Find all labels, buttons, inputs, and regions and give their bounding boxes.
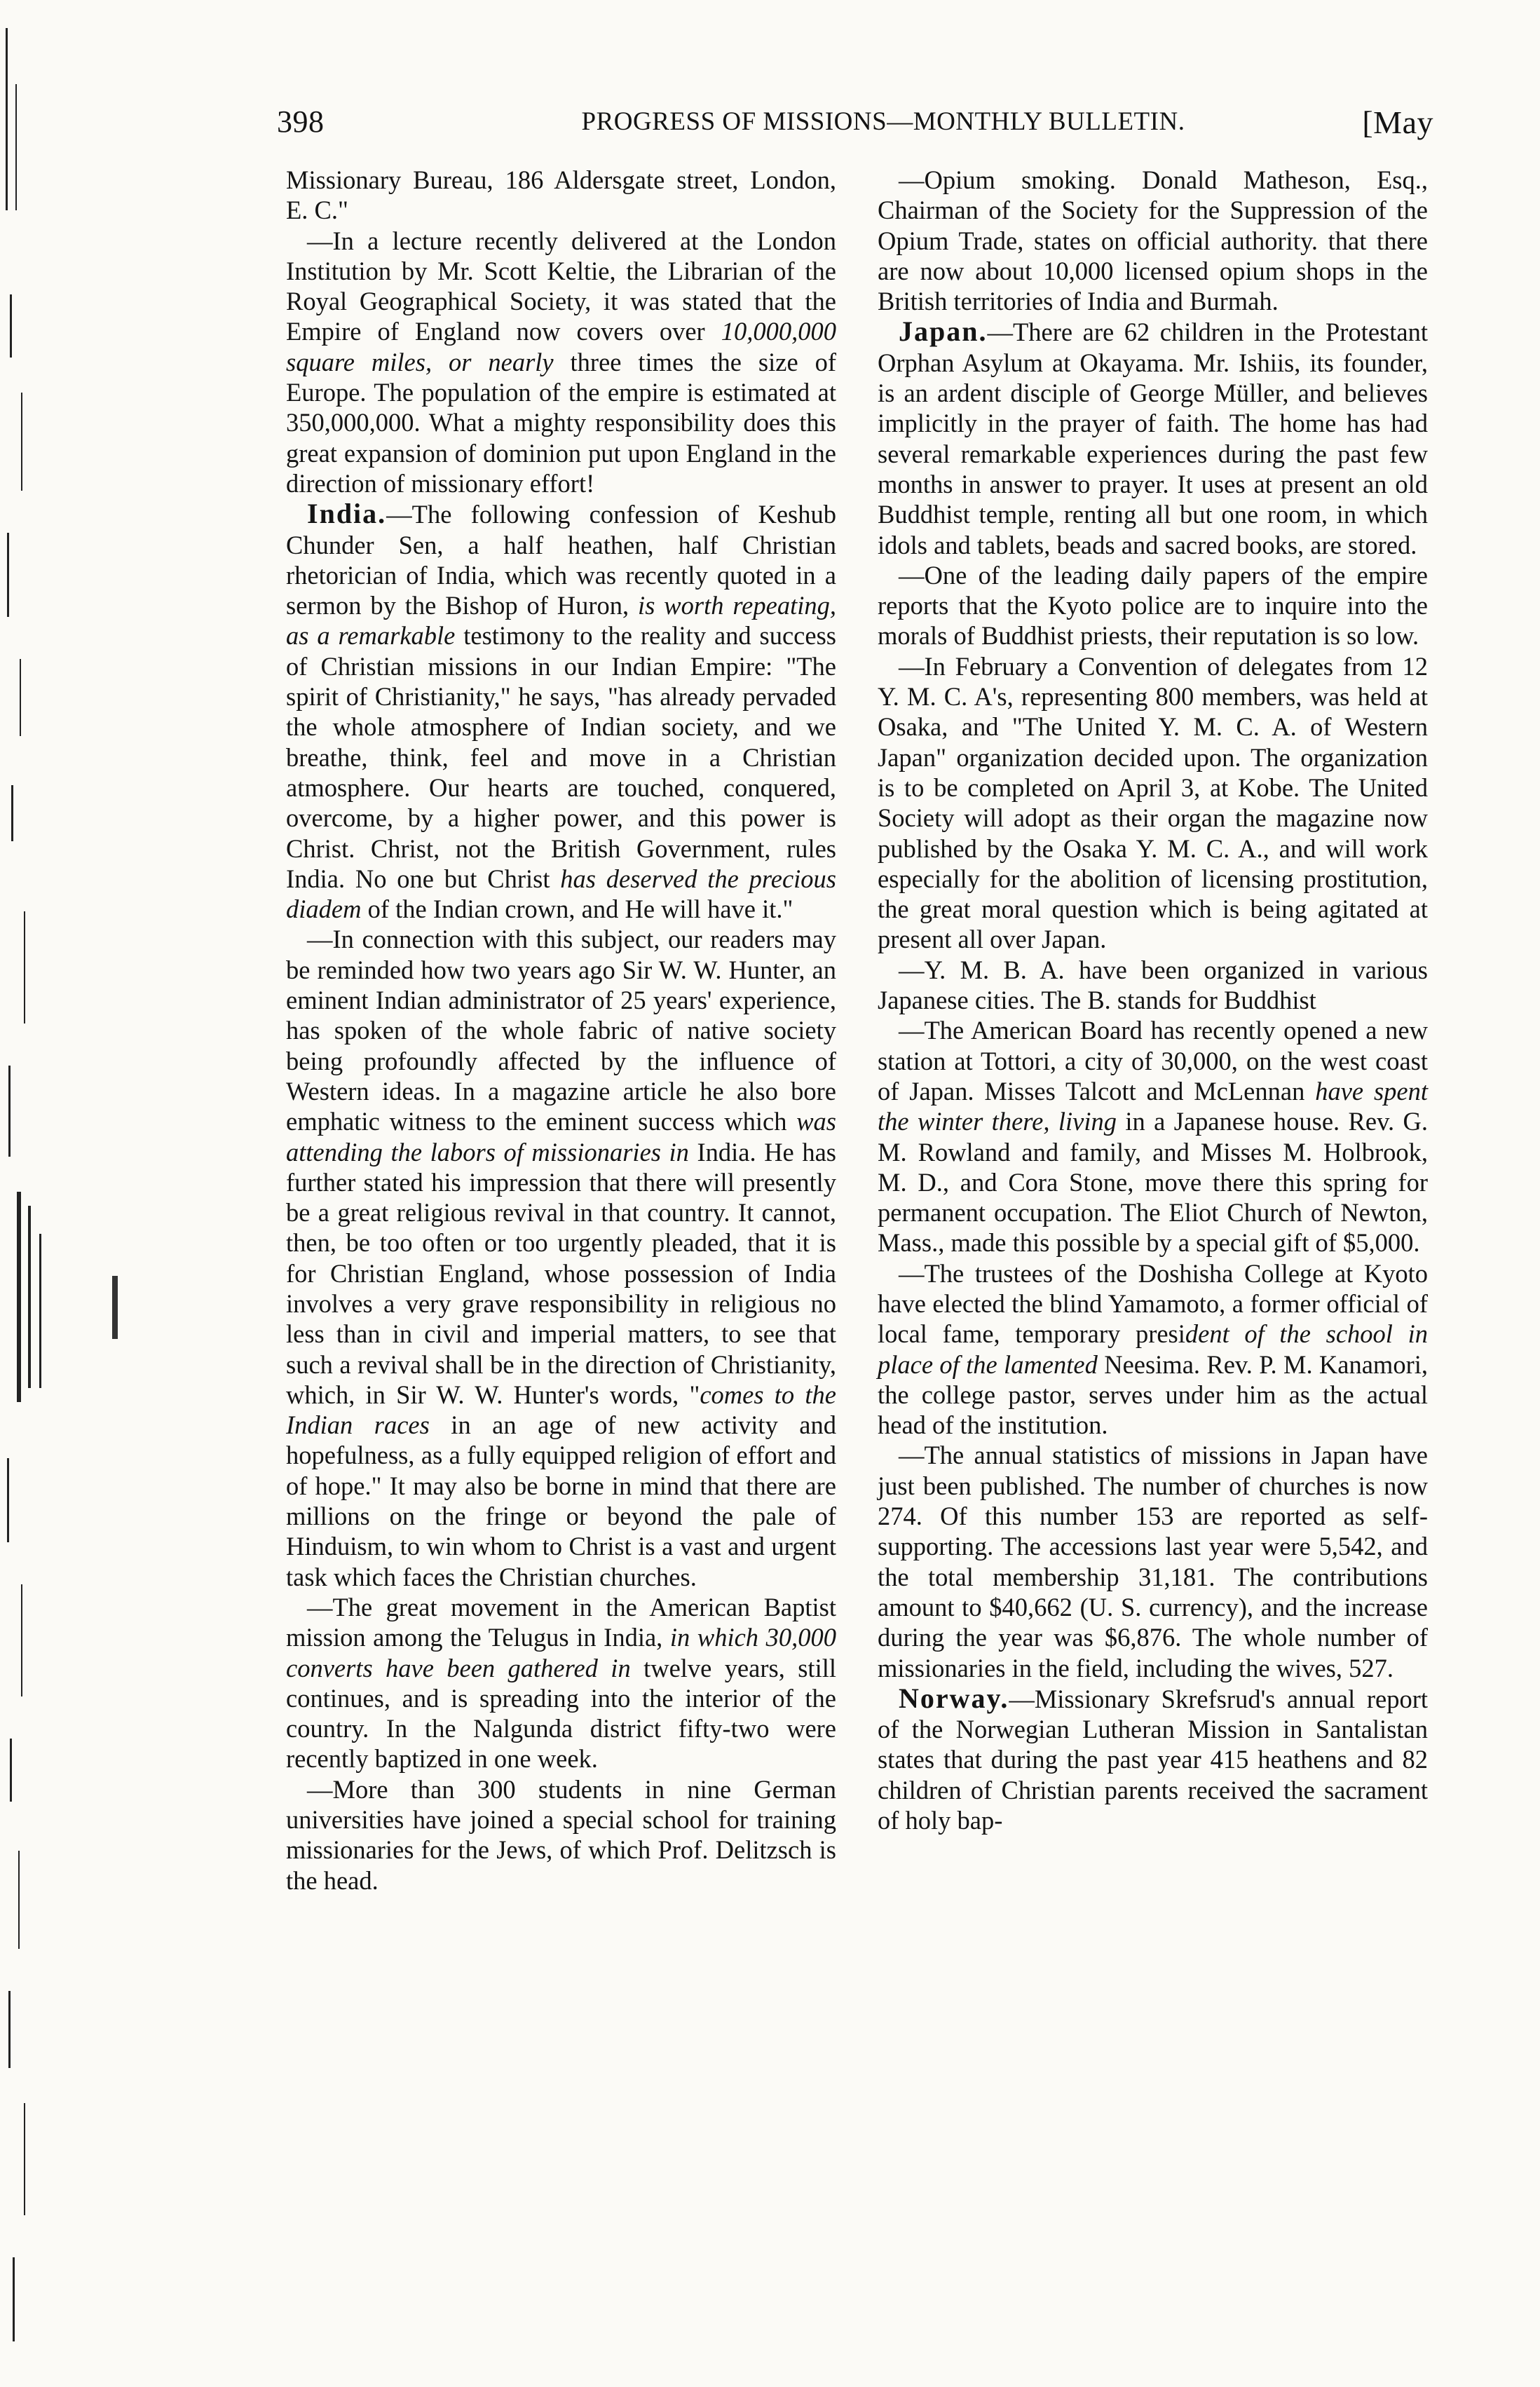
body-text: in a Japanese house. Rev. G. M. Rowland and family, and Misses M. Holbrook, M. D., and Cora Stone, move there this spring for permanent occupation. The Eliot Church of Newton, Mass., made this possible by a special gift of $5,000. [878, 1107, 1428, 1258]
body-text: —In February a Convention of delegates from 12 Y. M. C. A's, representing 800 members, was held at Osaka, and "The United Y. M. C. A. of Western Japan" organization decided upon. The organization is to be completed on April 3, at Kobe. The United Society will adopt as their organ the magazine now published by the Osaka Y. M. C. A., and will work especially for the abolition of licensing prostitution, the great moral question which is being agitated at present all over Japan. [878, 651, 1428, 954]
italic-text: 10,000,000 square miles, or nearly [286, 317, 836, 376]
body-text: Missionary Bureau, 186 Aldersgate street, London, E. C." [286, 165, 836, 225]
paragraph [878, 1258, 1428, 1441]
italic-text: in which 30,000 converts have been gathered in [286, 1623, 836, 1682]
italic-text: is worth repeating, as a remarkable [286, 591, 836, 651]
section-heading: Norway. [899, 1682, 1009, 1714]
body-text: testimony to the reality and success of Christian missions in our Indian Empire: "The spirit of Christianity," he says, "has already pervaded the whole atmosphere of Indian society, and we breathe, think, feel and move in a Christian atmosphere. Our hearts are touched, conquered, overcome, by a higher power, and this power is Christ. Christ, not the British Government, rules India. No one but Christ [286, 621, 836, 893]
italic-text: comes to the Indian races [286, 1380, 836, 1440]
paragraph [286, 924, 836, 1592]
paragraph [286, 498, 836, 924]
section-heading: India. [307, 498, 387, 530]
right-column [878, 165, 1428, 1835]
body-text: India. He has further stated his impression that there will presently be a great religious revival in that country. It cannot, then, be too often or too urgently pleaded, that it is for Christian England, whose possession of India involves a very grave responsibility in religious no less than in civil and imperial matters, to see that such a revival shall be in the direction of Christianity, which, in Sir W. W. Hunter's words, " [286, 1137, 836, 1409]
scan-edge-artifact [0, 0, 133, 2387]
paragraph [878, 1440, 1428, 1682]
section-heading: Japan. [899, 315, 988, 348]
body-text: three times the size of Europe. The population of the empire is estimated at 350,000,000. What a mighty responsibility does this great expansion of dominion put upon England in the direction of missionary effort! [286, 347, 836, 498]
paragraph [878, 316, 1428, 559]
paragraph [286, 1592, 836, 1774]
paragraph [286, 1774, 836, 1896]
body-text: —There are 62 children in the Protestant Orphan Asylum at Okayama. Mr. Ishiis, its founder, is an ardent disciple of George Müller, and believes implicitly in the prayer of faith. The home has had several remarkable experiences during the past few months in answer to prayer. It uses at present an old Buddhist temple, renting all but one room, in which idols and tablets, beads and sacred books, are stored. [878, 318, 1428, 559]
body-text: —In connection with this subject, our readers may be reminded how two years ago Sir W. W. Hunter, an eminent Indian administrator of 25 years' experience, has spoken of the whole fabric of native society being profoundly affected by the influence of Western ideas. In a magazine article he also bore emphatic witness to the eminent success which [286, 925, 836, 1136]
italic-text: have spent the winter there, living [878, 1076, 1428, 1136]
italic-text: dent of the school in place of the lamented [878, 1319, 1428, 1379]
body-text: Neesima. Rev. P. M. Kanamori, the college pastor, serves under him as the actual head of the institution. [878, 1349, 1428, 1440]
body-text: —The trustees of the Doshisha College at Kyoto have elected the blind Yamamoto, a former official of local fame, temporary presi [878, 1258, 1428, 1349]
paragraph [878, 1015, 1428, 1258]
paragraph [878, 1683, 1428, 1835]
body-text: —The following confession of Keshub Chunder Sen, a half heathen, half Christian rhetorician of India, which was recently quoted in a sermon by the Bishop of Huron, [286, 500, 836, 620]
body-text: in an age of new activity and hopefulness, as a fully equipped religion of effort and of hope." It may also be borne in mind that there are millions on the fringe or beyond the pale of Hinduism, to win whom to Christ is a vast and urgent task which faces the Christian churches. [286, 1410, 836, 1591]
paragraph [878, 560, 1428, 651]
paragraph [286, 226, 836, 499]
body-text: —Y. M. B. A. have been organized in various Japanese cities. The B. stands for Buddhist [878, 955, 1428, 1015]
body-text: —In a lecture recently delivered at the London Institution by Mr. Scott Keltie, the Librarian of the Royal Geographical Society, it was stated that the Empire of England now covers over [286, 226, 836, 346]
body-text: —The annual statistics of missions in Japan have just been published. The number of churches is now 274. Of this number 153 are reported as self-supporting. The accessions last year were 5,542, and the total membership 31,181. The contributions amount to $40,662 (U. S. currency), and the increase during the year was $6,876. The whole number of missionaries in the field, including the wives, 527. [878, 1441, 1428, 1682]
body-text: —More than 300 students in nine German universities have joined a special school for training missionaries for the Jews, of which Prof. Delitzsch is the head. [286, 1774, 836, 1895]
issue-month: [May [1362, 104, 1433, 140]
running-head [277, 104, 1433, 146]
body-text: —Missionary Skrefsrud's annual report of the Norwegian Lutheran Mission in Santalistan states that during the past year 415 heathens and 82 children of Christian parents received the sacrament of holy bap- [878, 1684, 1428, 1835]
paragraph [286, 165, 836, 226]
body-text: —The American Board has recently opened a new station at Tottori, a city of 30,000, on the west coast of Japan. Misses Talcott and McLennan [878, 1016, 1428, 1106]
paragraph [878, 651, 1428, 955]
body-text: —The great movement in the American Baptist mission among the Telugus in India, [286, 1592, 836, 1652]
paragraph [878, 955, 1428, 1016]
italic-text: has deserved the precious diadem [286, 864, 836, 924]
running-title: PROGRESS OF MISSIONS—MONTHLY BULLETIN. [581, 107, 1185, 136]
page-number: 398 [277, 104, 325, 139]
paragraph [878, 165, 1428, 316]
body-text: —One of the leading daily papers of the empire reports that the Kyoto police are to inquire into the morals of Buddhist priests, their reputation is so low. [878, 560, 1428, 651]
body-text: of the Indian crown, and He will have it." [361, 895, 793, 924]
left-column [286, 165, 836, 1896]
italic-text: was attending the labors of missionaries in [286, 1107, 836, 1167]
body-text: twelve years, still continues, and is spreading into the interior of the country. In the Nalgunda district fifty-two were recently baptized in one week. [286, 1653, 836, 1774]
body-text: —Opium smoking. Donald Matheson, Esq., Chairman of the Society for the Suppression of the Opium Trade, states on official authority. that there are now about 10,000 licensed opium shops in the British territories of India and Burmah. [878, 165, 1428, 316]
